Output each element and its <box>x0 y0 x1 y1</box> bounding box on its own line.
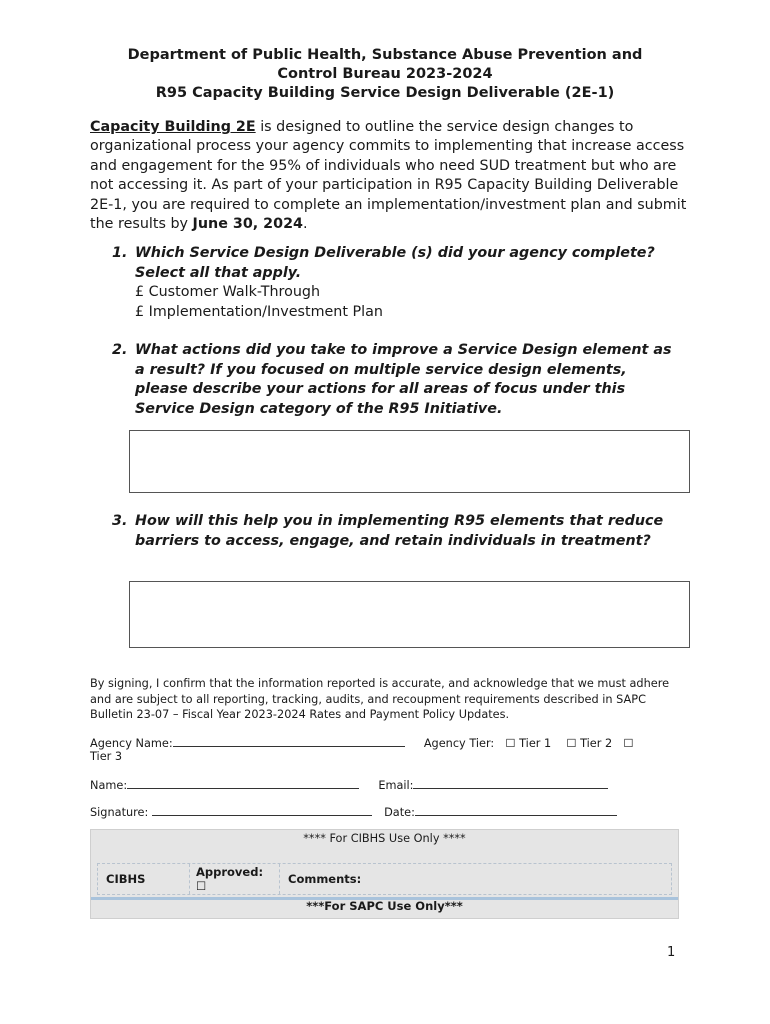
approved-cell <box>190 864 280 894</box>
question-2 <box>112 341 682 419</box>
page-number: 1 <box>667 945 676 960</box>
tier-1-checkbox[interactable]: ☐ Tier 1 <box>505 737 552 750</box>
question-1-number: 1. <box>112 245 128 261</box>
intro-body: is designed to outline the service design changes to organizational process your agency commits to implementing that increase access and engagement for the 95% of individuals who need SUD treatment but who are not accessing it. As part of your participation in R95 Capacity Building Deliverable 2E-1, you are required to complete an implementation/investment plan and submit the results by <box>90 119 687 233</box>
agency-name-label: Agency Name: <box>90 737 173 750</box>
tier-3-checkbox[interactable]: ☐ <box>623 737 634 750</box>
name-line[interactable] <box>127 776 359 789</box>
office-use-area <box>90 829 679 919</box>
option-implementation-plan[interactable]: £ Implementation/Investment Plan <box>135 303 383 320</box>
intro-paragraph <box>90 118 690 234</box>
sapc-use-title: ***For SAPC Use Only*** <box>306 899 463 913</box>
cibhs-cell: CIBHS <box>98 864 190 894</box>
question-2-number: 2. <box>112 342 128 358</box>
header-line-1: Department of Public Health, Substance Abuse Prevention and <box>127 47 643 63</box>
header-line-3: R95 Capacity Building Service Design Deliverable (2E-1) <box>155 85 615 101</box>
attestation-text: By signing, I confirm that the information reported is accurate, and acknowledge that we must adhere and are subject to all reporting, tracking, audits, and recoupment requirements described in SAPC Bulletin 23-07 – Fiscal Year 2023-2024 Rates and Payment Policy Updates. <box>90 677 670 721</box>
question-3-number: 3. <box>112 513 128 529</box>
agency-row <box>90 734 690 750</box>
agency-name-line[interactable] <box>173 734 405 747</box>
tier-2-checkbox[interactable]: ☐ Tier 2 <box>566 737 613 750</box>
signature-date-row <box>90 803 690 819</box>
date-line[interactable] <box>415 803 617 816</box>
intro-deadline: June 30, 2024 <box>192 216 303 233</box>
signature-line[interactable] <box>152 803 372 816</box>
approved-checkbox[interactable]: ☐ <box>196 879 207 893</box>
document-header <box>90 46 680 103</box>
tier-3-label: Tier 3 <box>90 750 123 763</box>
comments-cell[interactable]: Comments: <box>288 872 362 886</box>
header-line-2: Control Bureau 2023-2024 <box>277 66 493 82</box>
date-label: Date: <box>384 806 415 819</box>
question-3 <box>112 512 682 551</box>
intro-end: . <box>302 216 308 233</box>
question-1 <box>112 244 682 322</box>
agency-tier-label: Agency Tier: <box>423 737 495 750</box>
email-label: Email: <box>378 779 414 792</box>
approved-label: Approved: <box>196 865 264 879</box>
cibhs-table <box>97 863 672 895</box>
name-email-row <box>90 776 690 792</box>
signature-label: Signature: <box>90 806 149 819</box>
question-1-text: Which Service Design Deliverable (s) did your agency complete? Select all that apply. <box>135 245 655 281</box>
cibhs-use-title: **** For CIBHS Use Only **** <box>303 832 466 845</box>
question-2-text: What actions did you take to improve a Service Design element as a result? If you focused on multiple service design elements, please describe your actions for all areas of focus under this Service Design category of the R95 Initiative. <box>135 342 672 417</box>
email-line[interactable] <box>413 776 608 789</box>
question-2-answer-box[interactable] <box>129 430 690 493</box>
option-customer-walk-through[interactable]: £ Customer Walk-Through <box>135 284 321 300</box>
name-label: Name: <box>90 779 128 792</box>
question-3-text: How will this help you in implementing R95 elements that reduce barriers to access, engage, and retain individuals in treatment? <box>135 513 664 549</box>
intro-lead: Capacity Building 2E <box>90 119 256 135</box>
question-3-answer-box[interactable] <box>129 581 690 648</box>
